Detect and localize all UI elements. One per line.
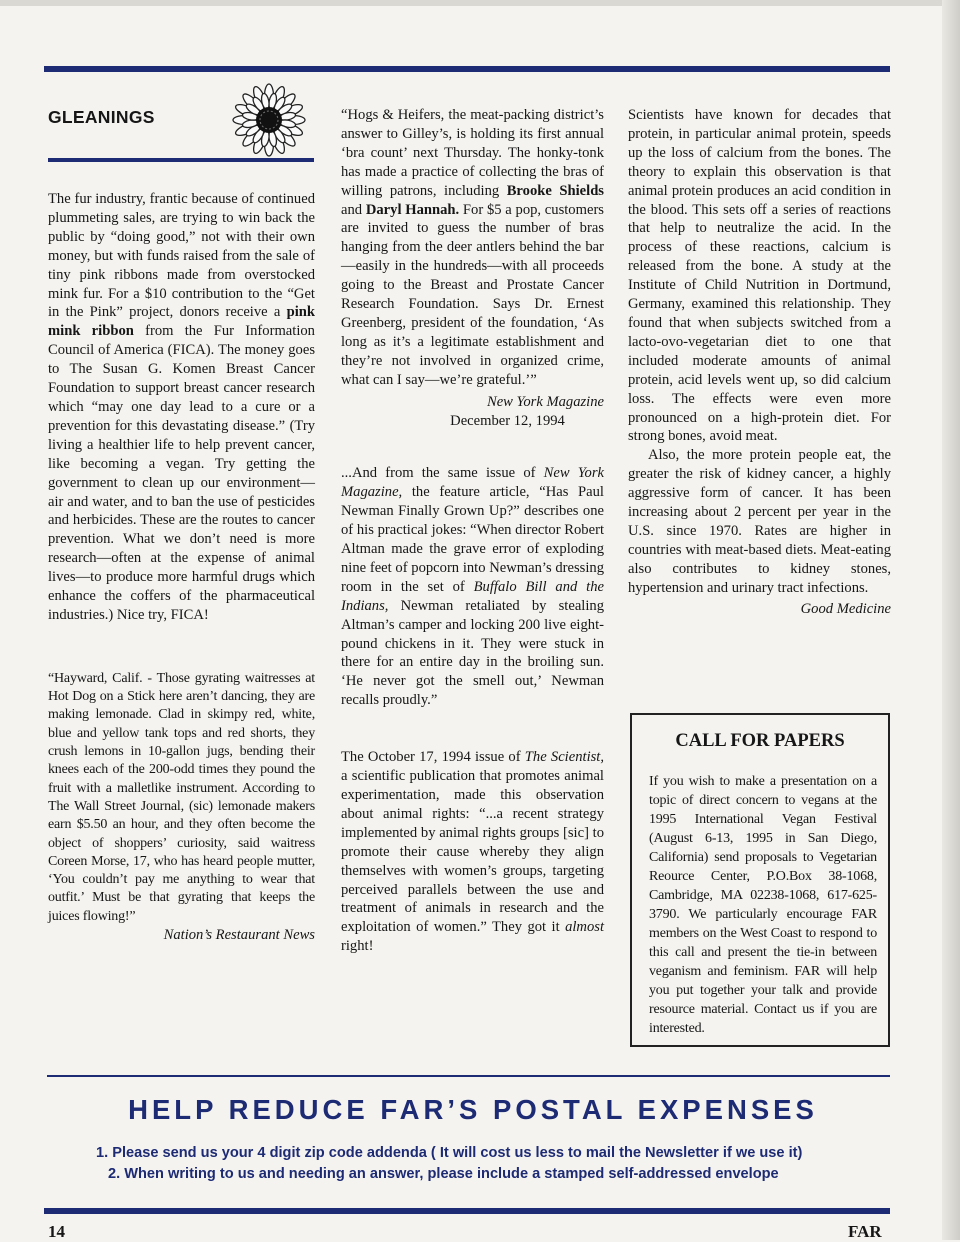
hogs-date: December 12, 1994 (450, 412, 565, 429)
call-for-papers-box (630, 713, 890, 1047)
column-3 (628, 106, 891, 618)
newman-article: ...And from the same issue of New York Magazine, the feature article, “Has Paul Newman Finally Grown Up?” describes one of his practical jokes: “When director Robert Altman made the grave error of exploding nine feet of popcorn into Newman’s dressing room in the set of Buffalo Bill and the Indians, Newman retaliated by stealing Altman’s camper and locking 200 live eight-pound chickens in it. They were stuck in there for an entire day in the broiling sun. ‘He never got the smell out,’ Newman recalls proudly.” (341, 465, 605, 709)
sunflower-icon (229, 80, 309, 160)
publication-name: FAR (848, 1222, 882, 1241)
protein-article-para1: Scientists have known for decades that protein, in particular animal protein, speeds up the loss of calcium from the bones. The theory to explain this observation is that animal protein produces an acid condition in the blood. This sets off a series of reactions that help to neutralize the acid. In the process of these reactions, calcium is released from the bone. A study at the Institute of Child Nutrition in Dortmund, Germany, examined this relationship. They found that when subjects switched from a lacto-ovo-vegetarian diet to one that included moderate amounts of animal protein, acid levels went up, so did calcium loss. The effects were even more pronounced on a high-protein diet. For strong bones, avoid meat. (628, 107, 891, 445)
postal-notice-line-2: 2. When writing to us and needing an answer, please include a stamped self-addressed envelope (108, 1166, 779, 1182)
call-for-papers-title: CALL FOR PAPERS (675, 731, 845, 751)
top-rule (44, 66, 890, 72)
column-2 (341, 106, 604, 956)
protein-article-para2: Also, the more protein people eat, the greater the risk of kidney cancer, a highly aggressive form of cancer. It has been increasing about 2 percent per year in the U.S. since 1970. Rates are higher in countries with meat-based diets. Meat-eating also contributes to kidney stones, hypertension and urinary tract infections. (628, 447, 891, 596)
page-top-edge (0, 0, 960, 6)
postal-notice-line-1: 1. Please send us your 4 digit zip code addenda ( It will cost us less to mail the Newsletter if we use it) (96, 1145, 803, 1161)
protein-source: Good Medicine (800, 600, 891, 617)
column-1 (48, 190, 315, 945)
section-title-rule (48, 158, 314, 162)
call-for-papers-body: If you wish to make a presentation on a topic of direct concern to vegans at the 1995 International Vegan Festival (August 6-13, 1995 in San Diego, California) send proposals to Vegetarian Reource Center, P.O.Box 38-1068, Cambridge, MA 02238-1068, 617-625-3790. We particularly encourage FAR members on the West Coast to respond to this call and present the tie-in between veganism and feminism. FAR will help you put together your talk and provide resource material. Contact us if you are interested. (649, 774, 877, 1036)
bottom-rule (44, 1208, 890, 1214)
hotdog-source: Nation’s Restaurant News (163, 927, 315, 943)
pink-mink-ribbon-emphasis: pink mink ribbon (48, 304, 315, 340)
hotdog-article: “Hayward, Calif. - Those gyrating waitresses at Hot Dog on a Stick here aren’t dancing, they are making lemonade. Clad in skimpy red, white, blue and yellow tank tops and red shorts, they crush lemons in 10-gallon jugs, bending their knees each of the 200-odd times they pound the fruit with a malletlike instrument. According to The Wall Street Journal, (sic) lemonade makers earn $5.50 an hour, and they often become the object of shoppers’ curiosity, said waitress Coreen Morse, 17, who has heard people mutter, ‘You couldn’t pay me anything to wear that outfit.’ Must be that gyrating that keeps the juices flowing!” (48, 670, 315, 924)
notice-rule (47, 1075, 890, 1077)
scientist-article: The October 17, 1994 issue of The Scientist, a scientific publication that promotes animal experimentation, made this observation about animal rights: “...a recent strategy implemented by animal rights groups [sic] to promote their cause whereby they align themselves with women’s groups, targeting perceived parallels between the use and treatment of animals in research and the exploitation of women.” They got it almost right! (341, 749, 605, 955)
fur-article: The fur industry, frantic because of continued plummeting sales, are trying to win back the public by “doing good,” not with their own money, but with funds raised from the sale of tiny pink ribbons made from overstocked mink fur. For a $10 contribution to the “Get in the Pink” project, donors receive a pink mink ribbon from the Fur Information Council of America (FICA). The money goes to The Susan G. Komen Breast Cancer Foundation to support breast cancer research which “may one day lead to a cure or a prevention for this devastating disease.” (Try living a healthier life to help prevent cancer, like becoming a vegan. Try getting the government to clean up our environment—air and water, and to ban the use of pesticides and herbicides. These are the routes to cancer prevention. What we don’t need is more research—often at the expense of animal lives—to produce more harmful drugs which enhance the coffers of the pharmaceutical industries.) Nice try, FICA! (48, 191, 315, 623)
hogs-article: “Hogs & Heifers, the meat-packing district’s answer to Gilley’s, is holding its first annual ‘bra count’ next Thursday. The honky-tonk has made a practice of collecting the bras of willing patrons, including Brooke Shields and Daryl Hannah. For $5 a pop, customers are invited to guess the number of bras hanging from the deer antlers behind the bar—easily in the hundreds—with all proceeds going to the Breast and Prostate Cancer Research Foundation. Says Dr. Ernest Greenberg, president of the foundation, ‘As long as it’s a legitimate establishment and they’re not involved in organized crime, what can I say—we’re grateful.’” (341, 107, 604, 388)
postal-notice-heading: HELP REDUCE FAR’S POSTAL EXPENSES (128, 1094, 818, 1125)
page-number: 14 (48, 1222, 65, 1241)
hogs-source: New York Magazine (486, 393, 604, 410)
page-right-edge (942, 0, 960, 1240)
section-title: GLEANINGS (48, 107, 155, 127)
